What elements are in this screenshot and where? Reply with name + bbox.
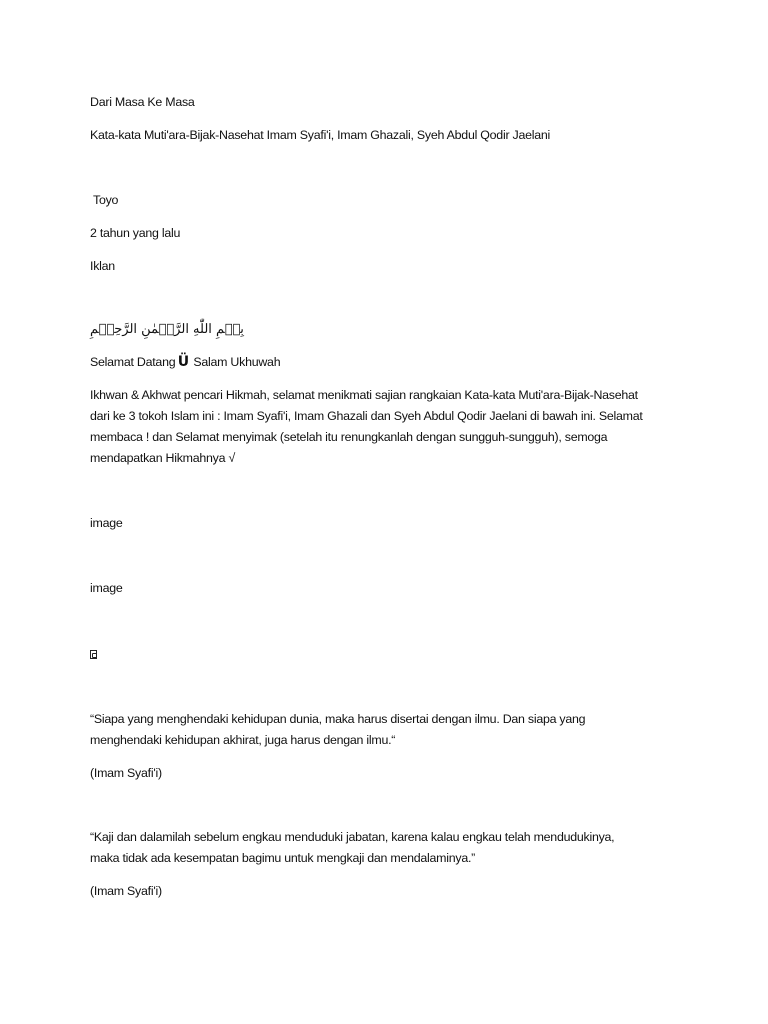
article-title: Kata-kata Muti'ara-Bijak-Nasehat Imam Syafi'i, Imam Ghazali, Syeh Abdul Qodir Jaelani xyxy=(90,128,551,142)
image-placeholder: image xyxy=(90,516,123,530)
greeting-text: Selamat Datang xyxy=(90,355,176,369)
post-date: 2 tahun yang lalu xyxy=(90,226,181,240)
basmalah: بِسۡمِ اللّٰهِ الرَّحۡمٰنِ الرَّحِيۡمِ xyxy=(90,322,244,337)
intro-line: membaca ! dan Selamat menyimak (setelah itu renungkanlah dengan sungguh-sungguh), semoga xyxy=(90,430,608,444)
intro-line: mendapatkan Hikmahnya √ xyxy=(90,451,236,465)
quote-source: (Imam Syafi'i) xyxy=(90,884,162,898)
quote-line: “Kaji dan dalamilah sebelum engkau menduduki jabatan, karena kalau engkau telah mendudukinya, xyxy=(90,830,615,844)
greeting-line xyxy=(90,352,280,373)
image-placeholder: image xyxy=(90,581,123,595)
quote-source: (Imam Syafi'i) xyxy=(90,766,162,780)
intro-line: dari ke 3 tokoh Islam ini : Imam Syafi'i, Imam Ghazali dan Syeh Abdul Qodir Jaelani di bawah ini. Selamat xyxy=(90,409,643,423)
quote-line: menghendaki kehidupan akhirat, juga harus dengan ilmu.“ xyxy=(90,733,396,747)
greeting-salam: Salam Ukhuwah xyxy=(193,355,281,369)
quote-line: maka tidak ada kesempatan bagimu untuk mengkaji dan mendalaminya.” xyxy=(90,851,476,865)
intro-line: Ikhwan & Akhwat pencari Hikmah, selamat menikmati sajian rangkaian Kata-kata Muti'ara-Bijak-Nasehat xyxy=(90,388,638,402)
ad-label: Iklan xyxy=(90,259,115,273)
symbol-icon: Ü xyxy=(177,354,189,370)
quote-line: “Siapa yang menghendaki kehidupan dunia, maka harus disertai dengan ilmu. Dan siapa yang xyxy=(90,712,586,726)
image-placeholder-icon xyxy=(90,650,97,659)
site-name: Dari Masa Ke Masa xyxy=(90,95,195,109)
author-name[interactable]: Toyo xyxy=(93,193,119,207)
